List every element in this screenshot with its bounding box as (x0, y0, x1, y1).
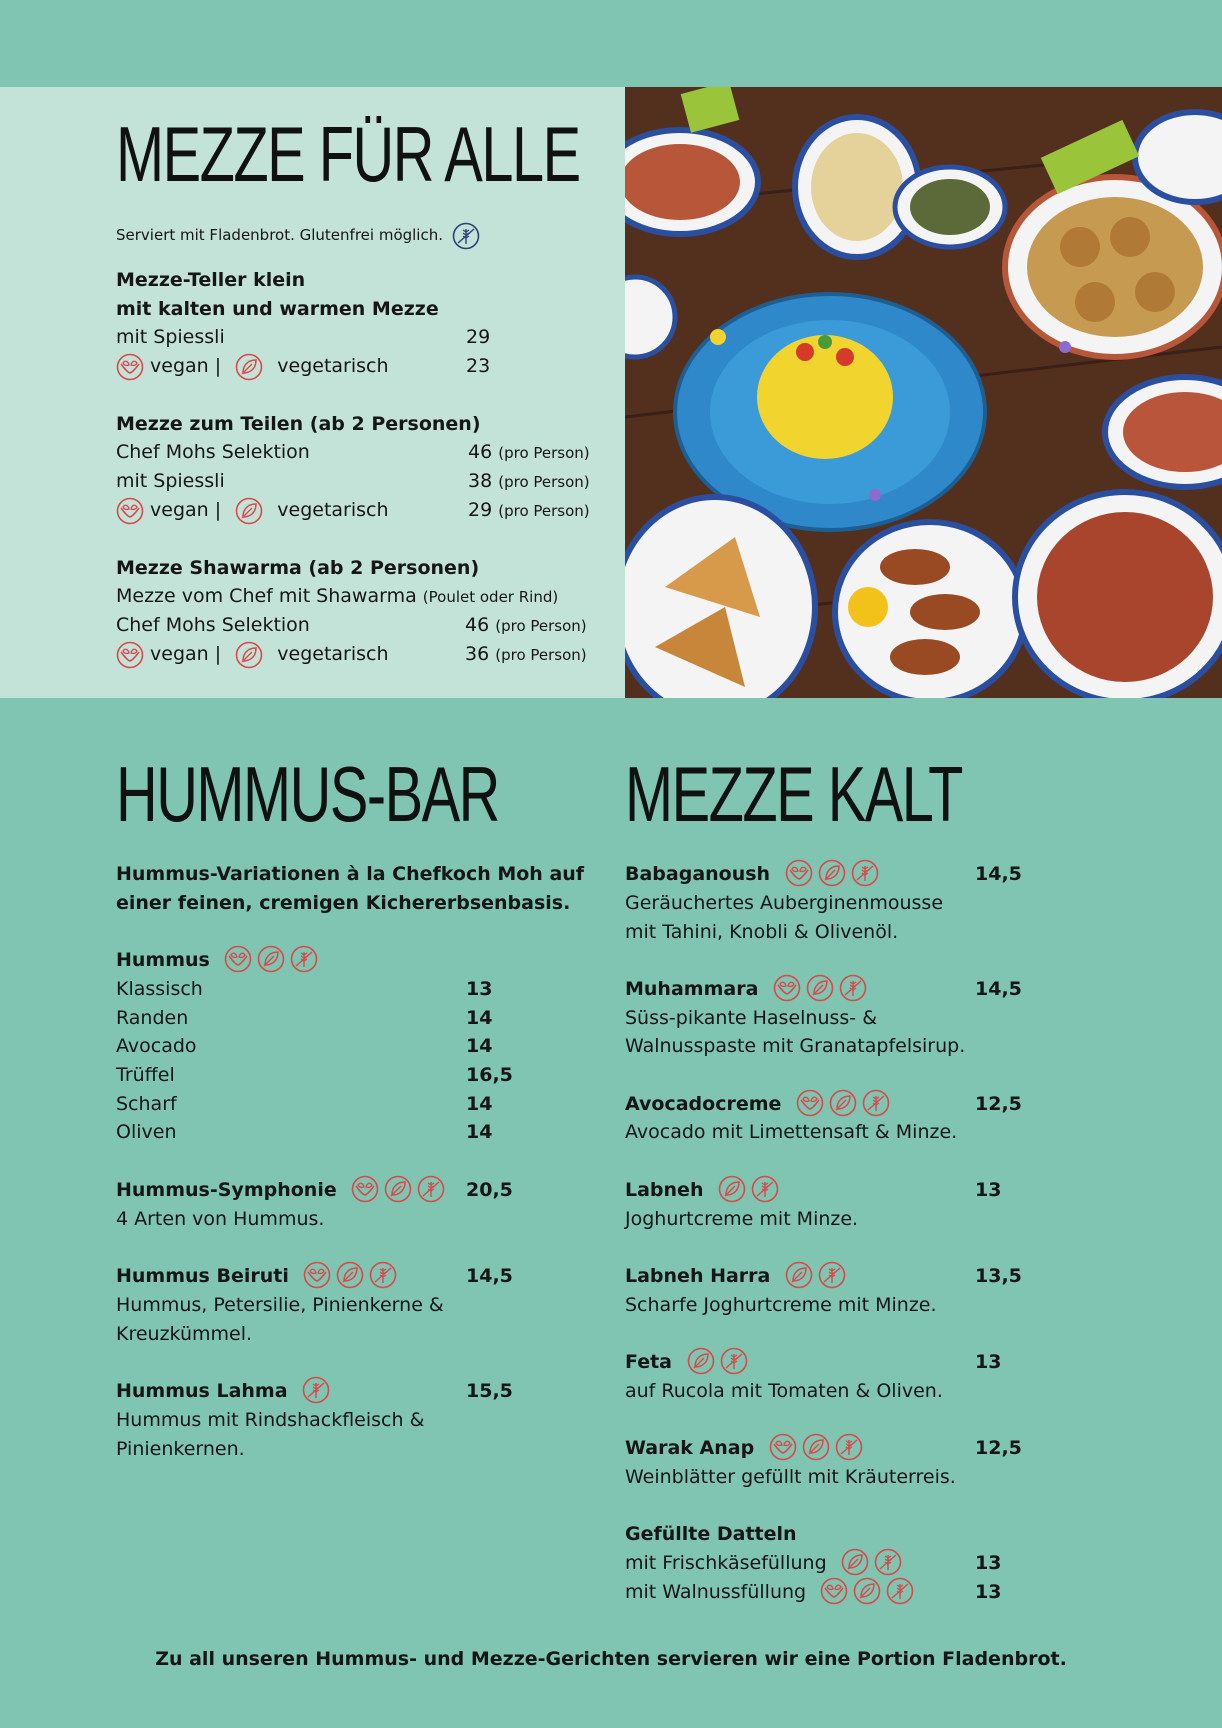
symphonie-name (116, 1176, 445, 1205)
babaganoush-price: 14,5 (975, 863, 1022, 885)
price-value: 38 (468, 470, 493, 492)
mezze-intro-text: Serviert mit Fladenbrot. Glutenfrei möglich. (116, 226, 443, 244)
teilen-selektion: Chef Mohs Selektion (116, 441, 310, 463)
vegetarian-icon (687, 1347, 715, 1375)
teller-spiessli: mit Spiessli (116, 326, 225, 348)
vegan-icon (769, 1433, 797, 1461)
hummus-intro-1: Hummus-Variationen à la Chefkoch Moh auf (116, 863, 585, 885)
muhammara-name (625, 975, 867, 1004)
vegetarian-icon (257, 945, 285, 973)
avocadocreme-name (625, 1090, 890, 1119)
diet-icons (718, 1175, 779, 1203)
vegan-label: vegan | (150, 499, 222, 521)
vegetarian-icon (718, 1175, 746, 1203)
datteln-walnuss-label: mit Walnussfüllung (625, 1581, 807, 1603)
gluten-free-icon (290, 945, 318, 973)
datteln-frisch (625, 1549, 902, 1578)
avocadocreme-price: 12,5 (975, 1093, 1022, 1115)
gluten-free-icon (369, 1261, 397, 1289)
vegan-icon (820, 1577, 848, 1605)
vegetarian-icon (806, 974, 834, 1002)
beiruti-desc-2: Kreuzkümmel. (116, 1323, 253, 1345)
labneh-harra-name (625, 1262, 846, 1291)
lahma-name (116, 1377, 330, 1406)
list-item: Trüffel (116, 1064, 175, 1086)
list-item-price: 14 (466, 1035, 493, 1057)
datteln-frisch-price: 13 (975, 1552, 1002, 1574)
vegetarian-icon (853, 1577, 881, 1605)
gluten-free-icon (874, 1548, 902, 1576)
list-item: Klassisch (116, 978, 203, 1000)
list-item-price: 16,5 (466, 1064, 513, 1086)
lahma-desc-1: Hummus mit Rindshackfleisch & (116, 1409, 425, 1431)
shawarma-desc-text: Mezze vom Chef mit Shawarma (116, 585, 417, 607)
hummus-intro-2: einer feinen, cremigen Kichererbsenbasis. (116, 892, 571, 914)
teilen-spiessli-price (468, 467, 590, 497)
vegetarian-icon (802, 1433, 830, 1461)
diet-icons (773, 974, 867, 1002)
diet-icons (796, 1089, 890, 1117)
gluten-free-icon (302, 1376, 330, 1404)
warak-anap-price: 12,5 (975, 1437, 1022, 1459)
gluten-free-icon (452, 222, 480, 250)
vegan-icon (224, 945, 252, 973)
gluten-free-icon (751, 1175, 779, 1203)
datteln-walnuss (625, 1578, 914, 1607)
labneh-harra-desc: Scharfe Joghurtcreme mit Minze. (625, 1294, 937, 1316)
labneh-name (625, 1176, 779, 1205)
warak-anap-desc: Weinblätter gefüllt mit Kräuterreis. (625, 1466, 956, 1488)
gluten-free-icon (417, 1175, 445, 1203)
vegan-icon (116, 353, 144, 381)
beiruti-name (116, 1262, 397, 1291)
vegan-icon (116, 641, 144, 669)
gluten-free-icon (851, 859, 879, 887)
vegan-label: vegan | (150, 355, 222, 377)
section-title-mezze-kalt: MEZZE KALT (625, 750, 962, 838)
gluten-free-icon (720, 1347, 748, 1375)
gluten-free-icon (835, 1433, 863, 1461)
item-name: Hummus Lahma (116, 1380, 288, 1402)
vegan-icon (116, 497, 144, 525)
beiruti-price: 14,5 (466, 1265, 513, 1287)
teller-heading: Mezze-Teller klein (116, 269, 306, 291)
diet-icons (687, 1347, 748, 1375)
section-title-mezze-fuer-alle: MEZZE FÜR ALLE (116, 110, 580, 198)
shawarma-heading: Mezze Shawarma (ab 2 Personen) (116, 557, 480, 579)
gluten-free-icon (818, 1261, 846, 1289)
teilen-spiessli: mit Spiessli (116, 470, 225, 492)
vegan-label: vegan | (150, 643, 222, 665)
diet-icons (303, 1261, 397, 1289)
labneh-desc: Joghurtcreme mit Minze. (625, 1208, 859, 1230)
mezze-intro (116, 221, 480, 250)
muhammara-price: 14,5 (975, 978, 1022, 1000)
datteln-name: Gefüllte Datteln (625, 1523, 797, 1545)
list-item: Oliven (116, 1121, 177, 1143)
vegetarian-icon (785, 1261, 813, 1289)
price-value: 36 (465, 643, 490, 665)
muhammara-desc-2: Walnusspaste mit Granatapfelsirup. (625, 1035, 966, 1057)
diet-icons (302, 1376, 330, 1404)
datteln-walnuss-price: 13 (975, 1581, 1002, 1603)
item-name: Labneh (625, 1179, 704, 1201)
vegetarian-icon (829, 1089, 857, 1117)
per-person: (pro Person) (495, 617, 587, 635)
vegan-icon (773, 974, 801, 1002)
per-person: (pro Person) (498, 444, 590, 462)
mezze-food-photo (625, 87, 1222, 698)
babaganoush-name (625, 860, 879, 889)
vegetarisch-label: vegetarisch (277, 499, 389, 521)
list-item-price: 13 (466, 978, 493, 1000)
feta-price: 13 (975, 1351, 1002, 1373)
teilen-vegan-row (116, 496, 389, 525)
item-name: Babaganoush (625, 863, 771, 885)
beiruti-desc-1: Hummus, Petersilie, Pinienkerne & (116, 1294, 444, 1316)
diet-icons (820, 1577, 914, 1605)
feta-name (625, 1348, 748, 1377)
footer-note: Zu all unseren Hummus- und Mezze-Gerichten servieren wir eine Portion Fladenbrot. (155, 1648, 1067, 1670)
teilen-veg-price (468, 496, 590, 526)
symphonie-desc: 4 Arten von Hummus. (116, 1208, 325, 1230)
vegan-icon (785, 859, 813, 887)
teller-vegan-row (116, 352, 389, 381)
item-name: Hummus-Symphonie (116, 1179, 337, 1201)
list-item: Randen (116, 1007, 189, 1029)
item-name: Labneh Harra (625, 1265, 771, 1287)
gluten-free-icon (886, 1577, 914, 1605)
vegan-icon (351, 1175, 379, 1203)
item-name: Muhammara (625, 978, 759, 1000)
teilen-selektion-price (468, 438, 590, 468)
teller-veg-price: 23 (466, 355, 491, 377)
diet-icons (841, 1548, 902, 1576)
item-name: Avocadocreme (625, 1093, 782, 1115)
babaganoush-desc-2: mit Tahini, Knobli & Olivenöl. (625, 921, 899, 943)
list-item: Scharf (116, 1093, 177, 1115)
per-person: (pro Person) (495, 646, 587, 664)
vegetarian-icon (841, 1548, 869, 1576)
per-person: (pro Person) (498, 502, 590, 520)
price-value: 46 (465, 614, 490, 636)
item-name: Warak Anap (625, 1437, 755, 1459)
price-value: 29 (468, 499, 493, 521)
diet-icons (785, 1261, 846, 1289)
price-value: 46 (468, 441, 493, 463)
section-title-hummus-bar: HUMMUS-BAR (116, 750, 499, 838)
diet-icons (769, 1433, 863, 1461)
vegetarian-icon (235, 641, 263, 669)
vegetarian-icon (336, 1261, 364, 1289)
vegetarisch-label: vegetarisch (277, 643, 389, 665)
lahma-price: 15,5 (466, 1380, 513, 1402)
vegan-icon (796, 1089, 824, 1117)
list-item-price: 14 (466, 1121, 493, 1143)
avocadocreme-desc: Avocado mit Limettensaft & Minze. (625, 1121, 958, 1143)
labneh-harra-price: 13,5 (975, 1265, 1022, 1287)
shawarma-vegan-row (116, 640, 389, 669)
labneh-price: 13 (975, 1179, 1002, 1201)
lahma-desc-2: Pinienkernen. (116, 1438, 245, 1460)
symphonie-price: 20,5 (466, 1179, 513, 1201)
teller-subheading: mit kalten und warmen Mezze (116, 298, 439, 320)
feta-desc: auf Rucola mit Tomaten & Oliven. (625, 1380, 943, 1402)
shawarma-selektion: Chef Mohs Selektion (116, 614, 310, 636)
shawarma-selektion-price (465, 611, 587, 641)
gluten-free-icon (862, 1089, 890, 1117)
datteln-frisch-label: mit Frischkäsefüllung (625, 1552, 827, 1574)
list-item-price: 14 (466, 1007, 493, 1029)
hummus-heading (116, 946, 318, 975)
diet-icons (224, 945, 318, 973)
teller-spiessli-price: 29 (466, 326, 491, 348)
shawarma-desc (116, 582, 558, 612)
vegetarisch-label: vegetarisch (277, 355, 389, 377)
diet-icons (785, 859, 879, 887)
item-name: Hummus Beiruti (116, 1265, 289, 1287)
shawarma-desc-small: (Poulet oder Rind) (422, 588, 559, 606)
gluten-free-icon (839, 974, 867, 1002)
teilen-heading: Mezze zum Teilen (ab 2 Personen) (116, 413, 481, 435)
hummus-heading-text: Hummus (116, 949, 210, 971)
vegetarian-icon (818, 859, 846, 887)
list-item: Avocado (116, 1035, 197, 1057)
muhammara-desc-1: Süss-pikante Haselnuss- & (625, 1007, 878, 1029)
shawarma-veg-price (465, 640, 587, 670)
list-item-price: 14 (466, 1093, 493, 1115)
warak-anap-name (625, 1434, 863, 1463)
babaganoush-desc-1: Geräuchertes Auberginenmousse (625, 892, 944, 914)
vegetarian-icon (384, 1175, 412, 1203)
item-name: Feta (625, 1351, 672, 1373)
diet-icons (351, 1175, 445, 1203)
per-person: (pro Person) (498, 473, 590, 491)
vegetarian-icon (235, 497, 263, 525)
vegetarian-icon (235, 353, 263, 381)
vegan-icon (303, 1261, 331, 1289)
